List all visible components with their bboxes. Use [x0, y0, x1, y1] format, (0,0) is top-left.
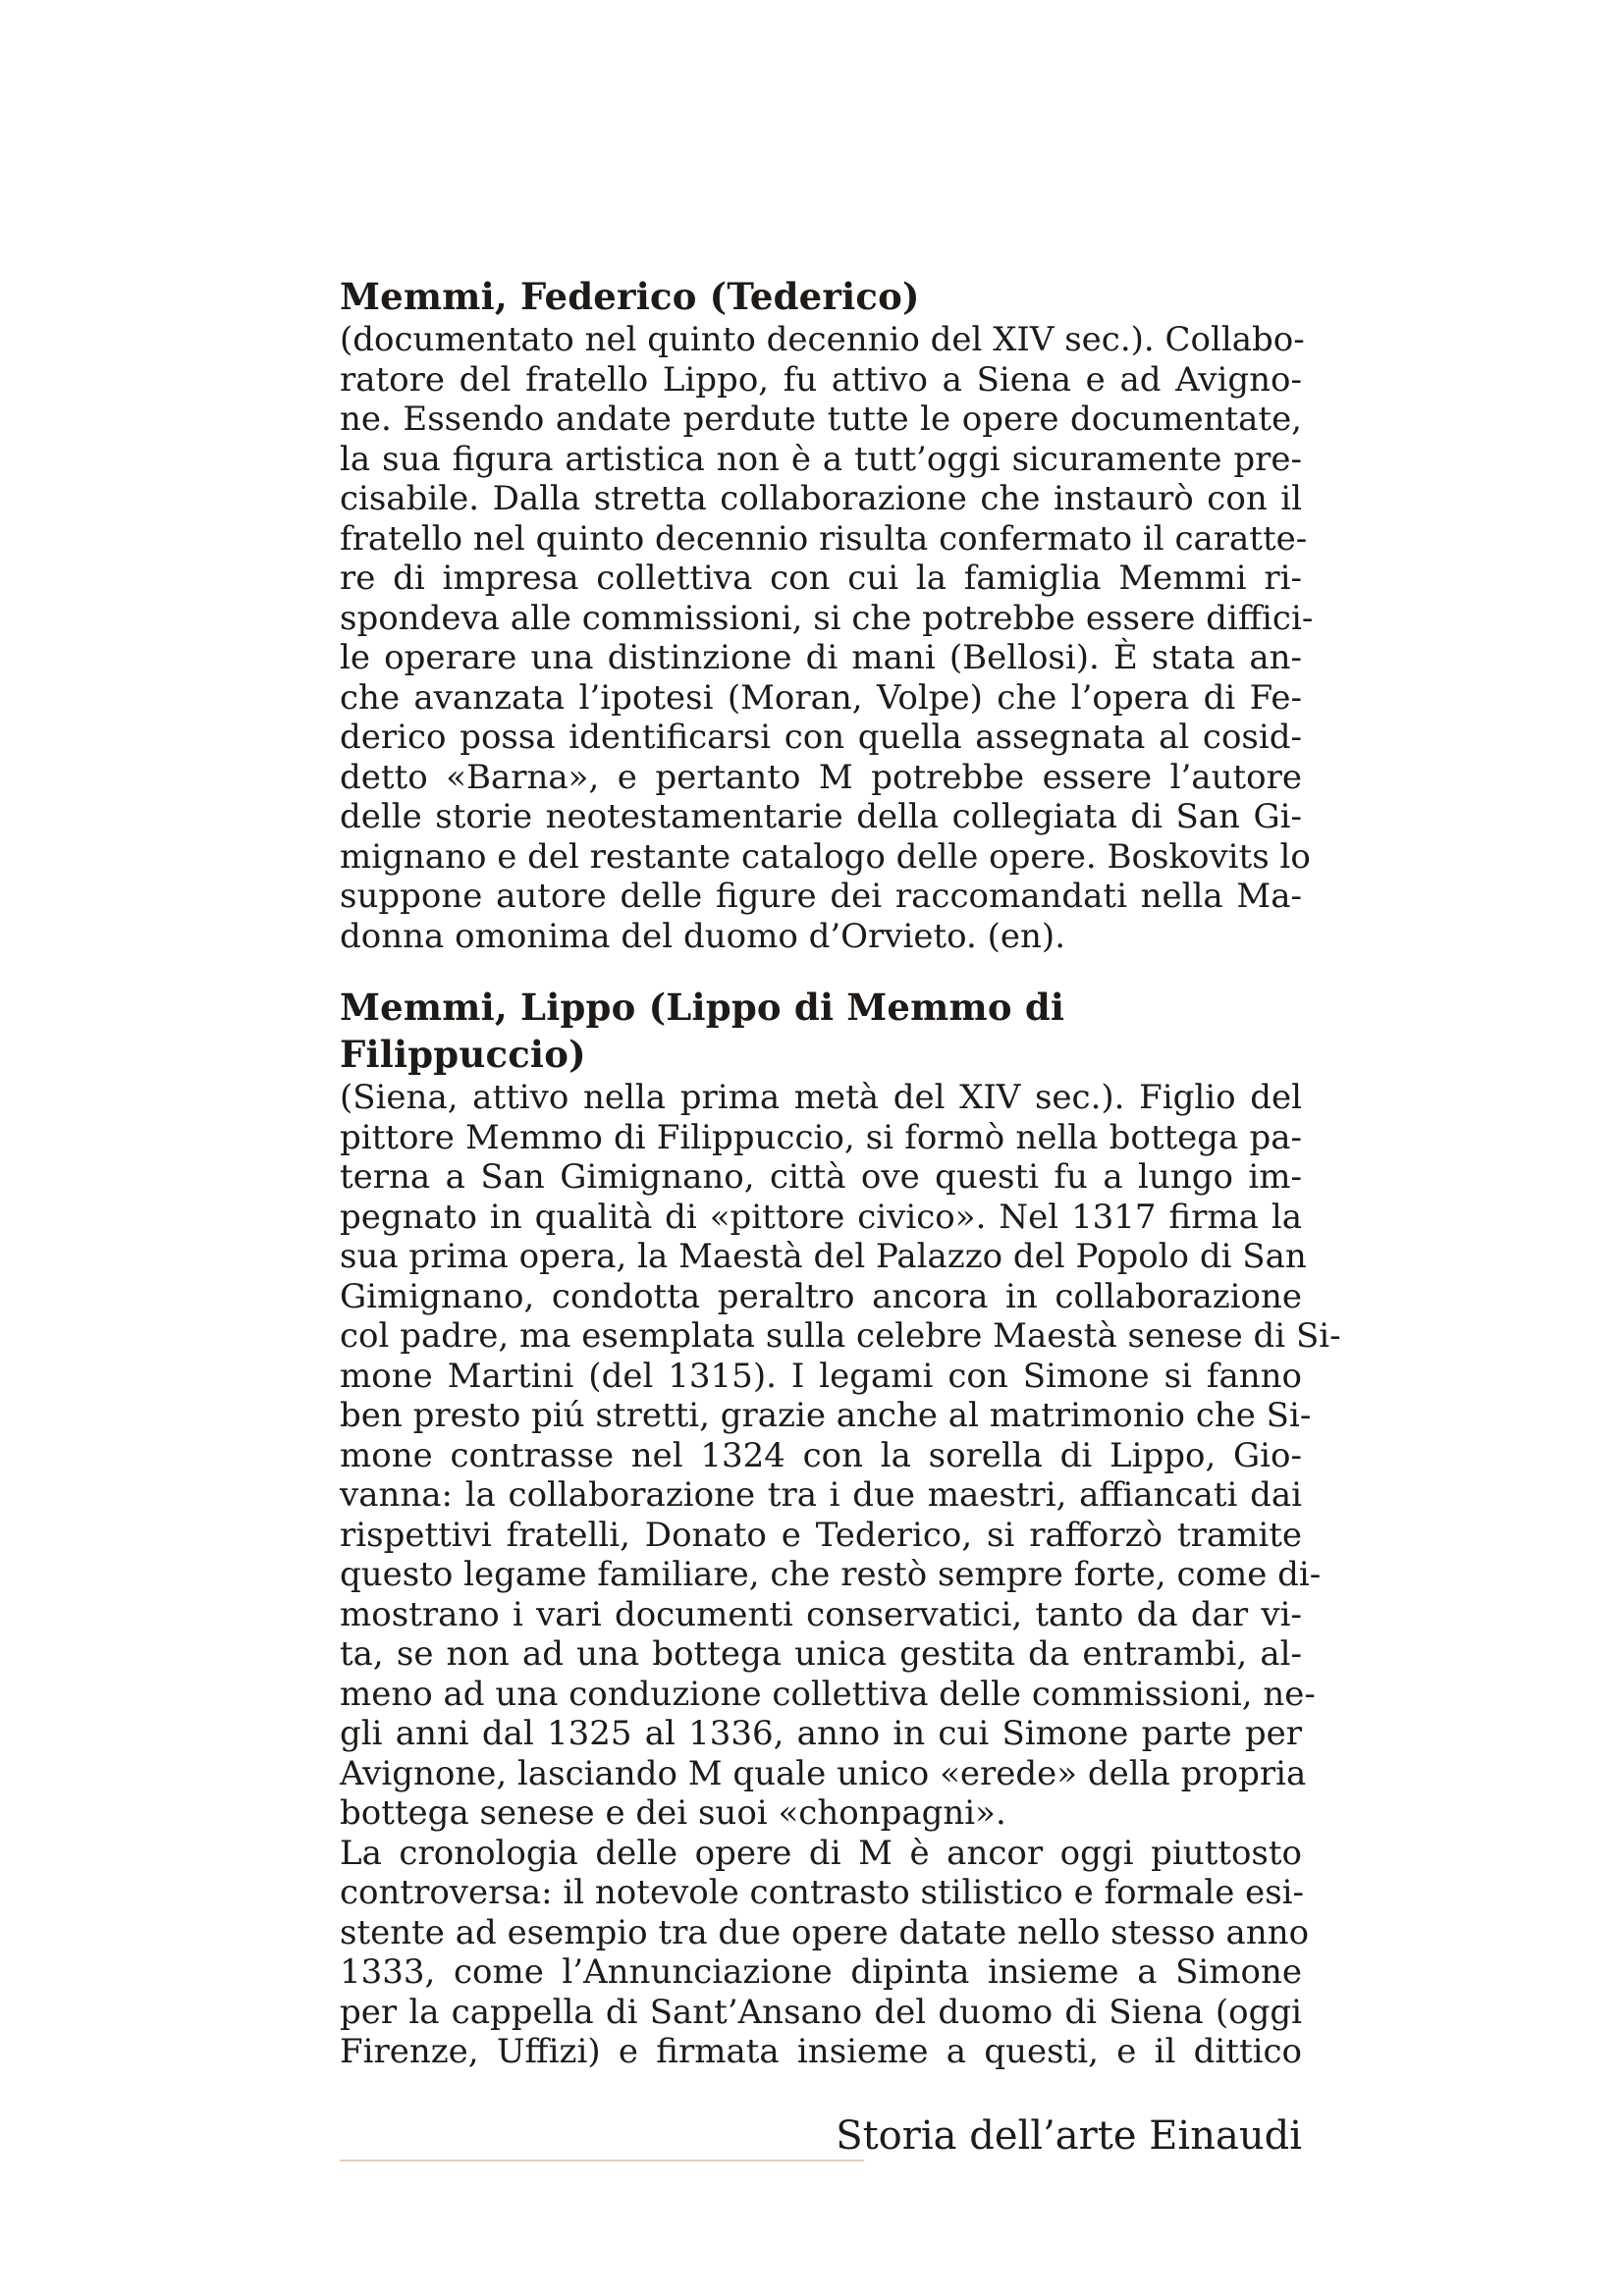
body-line: Gimignano, condotta peraltro ancora in collaborazione	[340, 1276, 1302, 1316]
body-line: derico possa identificarsi con quella assegnata al cosid-	[340, 718, 1302, 757]
body-line: terna a San Gimignano, città ove questi fu a lungo im-	[340, 1157, 1302, 1197]
body-line: 1333, come l’Annunciazione dipinta insieme a Simone	[340, 1952, 1302, 1992]
body-line: Firenze, Uffizi) e firmata insieme a questi, e il dittico	[340, 2032, 1302, 2071]
body-line: per la cappella di Sant’Ansano del duomo di Siena (oggi	[340, 1992, 1302, 2032]
body-line: pegnato in qualità di «pittore civico». Nel 1317 firma la	[340, 1197, 1302, 1237]
body-line: spondeva alle commissioni, si che potrebbe essere diffici-	[340, 598, 1314, 638]
text-column	[340, 273, 1341, 2072]
body-line: mignano e del restante catalogo delle opere. Boskovits lo	[340, 836, 1311, 877]
entry-lippo	[340, 984, 1341, 2072]
body-line: suppone autore delle figure dei raccomandati nella Ma-	[340, 877, 1302, 916]
entry-federico	[340, 273, 1314, 956]
body-line: le operare una distinzione di mani (Bellosi). È stata an-	[340, 638, 1302, 677]
entry-body	[340, 1078, 1341, 2072]
body-line: controversa: il notevole contrasto stilistico e formale esi-	[340, 1873, 1305, 1912]
entry-title: Memmi, Lippo (Lippo di Memmo di Filippuccio)	[340, 986, 1065, 1076]
body-line: cisabile. Dalla stretta collaborazione che instaurò con il	[340, 479, 1302, 518]
body-line: mone Martini (del 1315). I legami con Simone si fanno	[340, 1356, 1302, 1396]
body-line: vanna: la collaborazione tra i due maestri, affiancati dai	[340, 1475, 1302, 1515]
body-line: fratello nel quinto decennio risulta confermato il caratte-	[340, 518, 1308, 559]
body-line: mostrano i vari documenti conservatici, tanto da dar vi-	[340, 1594, 1302, 1634]
body-line: (Siena, attivo nella prima metà del XIV sec.). Figlio del	[340, 1078, 1302, 1117]
body-line: ben presto piú stretti, grazie anche al matrimonio che Si-	[340, 1396, 1312, 1435]
body-line: stente ad esempio tra due opere datate nello stesso anno	[340, 1912, 1310, 1952]
body-line: gli anni dal 1325 al 1336, anno in cui Simone parte per	[340, 1714, 1302, 1753]
body-line: col padre, ma esemplata sulla celebre Maestà senese di Si-	[340, 1316, 1341, 1356]
body-line: sua prima opera, la Maestà del Palazzo del Popolo di San	[340, 1237, 1307, 1276]
body-line: mone contrasse nel 1324 con la sorella di Lippo, Gio-	[340, 1435, 1302, 1475]
body-line: Avignone, lasciando M quale unico «erede» della propria	[340, 1753, 1307, 1793]
body-line: (documentato nel quinto decennio del XIV sec.). Collabo-	[340, 320, 1305, 359]
body-line: La cronologia delle opere di M è ancor oggi piuttosto	[340, 1833, 1302, 1873]
body-line: pittore Memmo di Filippuccio, si formò nella bottega pa-	[340, 1117, 1302, 1157]
body-line: la sua figura artistica non è a tutt’oggi sicuramente pre-	[340, 439, 1302, 479]
footer-title: Storia dell’arte Einaudi	[836, 2113, 1302, 2159]
body-line: re di impresa collettiva con cui la famiglia Memmi ri-	[340, 559, 1302, 598]
body-line: ta, se non ad una bottega unica gestita da entrambi, al-	[340, 1634, 1302, 1674]
body-line: rispettivi fratelli, Donato e Tederico, si rafforzò tramite	[340, 1515, 1302, 1555]
body-line: meno ad una conduzione collettiva delle commissioni, ne-	[340, 1674, 1316, 1714]
body-line: ne. Essendo andate perdute tutte le opere documentate,	[340, 400, 1302, 439]
body-line: questo legame familiare, che restò sempre forte, come di-	[340, 1555, 1322, 1594]
entry-title: Memmi, Federico (Tederico)	[340, 275, 920, 318]
body-line: che avanzata l’ipotesi (Moran, Volpe) che l’opera di Fe-	[340, 677, 1302, 718]
entry-body	[340, 320, 1314, 956]
body-line: bottega senese e dei suoi «chonpagni».	[340, 1793, 1006, 1833]
body-line: detto «Barna», e pertanto M potrebbe essere l’autore	[340, 757, 1302, 797]
body-line: donna omonima del duomo d’Orvieto. (en).	[340, 916, 1066, 956]
body-line: delle storie neotestamentarie della collegiata di San Gi-	[340, 797, 1302, 836]
body-line: ratore del fratello Lippo, fu attivo a Siena e ad Avigno-	[340, 359, 1302, 400]
page-footer	[340, 2107, 1302, 2165]
footer-rule	[340, 2160, 864, 2162]
